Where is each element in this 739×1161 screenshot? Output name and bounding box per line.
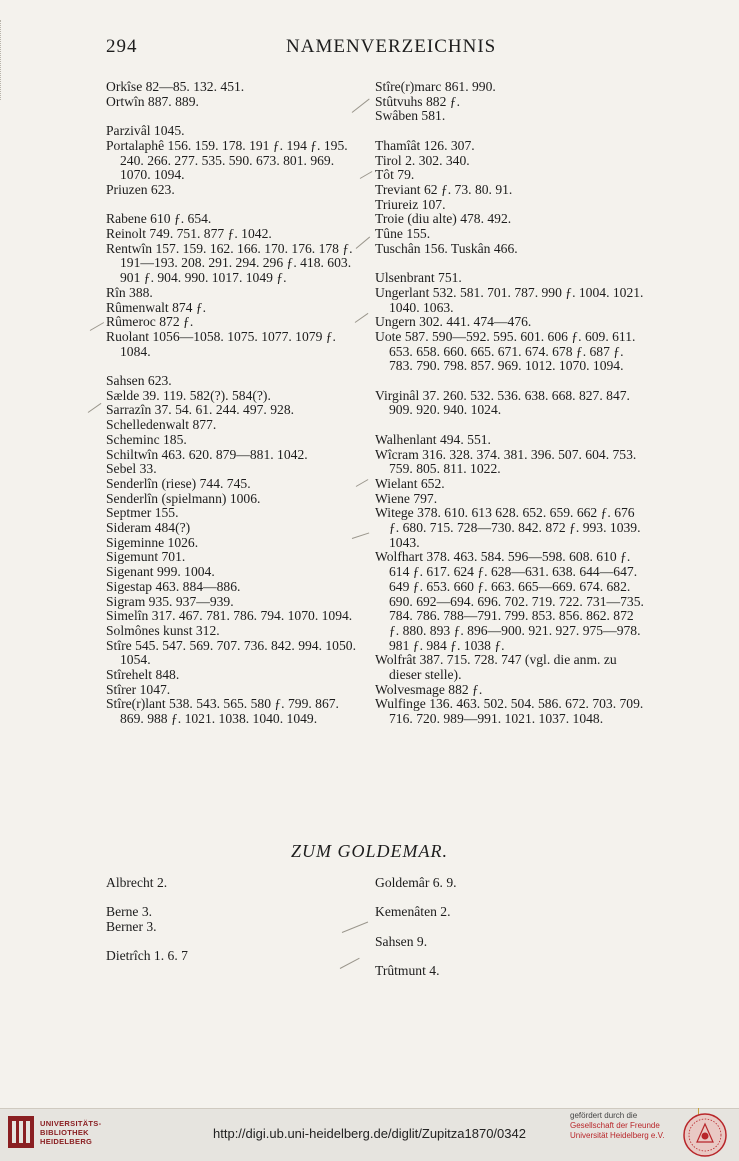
index-entry: Tûne 155. — [375, 226, 431, 242]
index-column-left — [106, 80, 366, 727]
index-entry: Treviant 62 ƒ. 73. 80. 91. — [375, 181, 513, 197]
index-entry: Schelledenwalt 877. — [106, 417, 217, 433]
goldemar-entry: Berne 3. — [106, 904, 153, 920]
index-entry: Witege 378. 610. 613 628. 652. 659. 662 ƒ. 676 ƒ. 680. 715. 728—730. 842. 872 ƒ. 993. 1039. 1043. — [375, 505, 641, 550]
index-entry: Sælde 39. 119. 582(?). 584(?). — [106, 387, 271, 403]
running-head: NAMENVERZEICHNIS — [286, 36, 497, 57]
index-entry: Priuzen 623. — [106, 181, 175, 197]
page-edge-marks — [0, 20, 7, 100]
index-entry: Sideram 484(?) — [106, 520, 191, 536]
index-entry: Thamîât 126. 307. — [375, 137, 475, 153]
spacer — [375, 920, 615, 935]
index-entry: Ruolant 1056—1058. 1075. 1077. 1079 ƒ. 1084. — [106, 328, 336, 359]
index-entry: Swâben 581. — [375, 108, 446, 124]
index-entry: Reinolt 749. 751. 877 ƒ. 1042. — [106, 226, 272, 241]
index-entry: Simelîn 317. 467. 781. 786. 794. 1070. 1094. — [106, 608, 353, 624]
goldemar-entry: Berner 3. — [106, 919, 157, 935]
index-entry: Sahsen 623. — [106, 373, 172, 389]
index-entry: Virginâl 37. 260. 532. 536. 638. 668. 827. 847. 909. 920. 940. 1024. — [375, 387, 630, 418]
goldemar-entry: Goldemâr 6. 9. — [375, 875, 457, 890]
sponsor-credit: gefördert durch die Gesellschaft der Freunde Universität Heidelberg e.V. — [570, 1111, 710, 1141]
goldemar-column-left — [106, 876, 346, 964]
index-entry: Sarrazîn 37. 54. 61. 244. 497. 928. — [106, 402, 295, 418]
index-entry: Troie (diu alte) 478. 492. — [375, 211, 512, 227]
index-entry: Wîcram 316. 328. 374. 381. 396. 507. 604. 753. 759. 805. 811. 1022. — [375, 446, 637, 477]
index-entry: Ulsenbrant 751. — [375, 270, 462, 286]
goldemar-column-right — [375, 876, 615, 979]
index-entry: Parzivâl 1045. — [106, 123, 185, 139]
library-name: UNIVERSITÄTS- BIBLIOTHEK HEIDELBERG — [40, 1119, 102, 1146]
spacer — [106, 198, 366, 213]
index-entry: Sigeminne 1026. — [106, 534, 199, 550]
index-entry: Rîn 388. — [106, 284, 153, 300]
index-entry: Wiene 797. — [375, 490, 438, 506]
index-entry: Ungern 302. 441. 474—476. — [375, 314, 532, 330]
spacer — [375, 418, 645, 433]
index-entry: Tuschân 156. Tuskân 466. — [375, 240, 518, 256]
index-entry: Portalaphê 156. 159. 178. 191 ƒ. 194 ƒ. 195. 240. 266. 277. 535. 590. 673. 801. 969. 1070. 1094. — [106, 137, 348, 183]
index-entry: Orkîse 82—85. 132. 451. — [106, 79, 245, 94]
index-entry: Rûmeroc 872 ƒ. — [106, 314, 194, 330]
index-entry: Scheminc 185. — [106, 431, 187, 447]
section-title: ZUM GOLDEMAR. — [291, 841, 448, 861]
index-entry: Wolfhart 378. 463. 584. 596—598. 608. 610 ƒ. 614 ƒ. 617. 624 ƒ. 628—631. 638. 644—647. 649 ƒ. 653. 660 ƒ. 663. 665—669. 674. 682. 690. 692—694. 696. 702. 719. 722. 731—735. 784. 786. 788—791. 799. 853. 856. 862. 872 ƒ. 880. 893 ƒ. 896—900. 921. 927. 975—978. 981 ƒ. 984 ƒ. 1038 ƒ. — [375, 549, 644, 653]
index-entry: Solmônes kunst 312. — [106, 622, 220, 638]
index-entry: Stûtvuhs 882 ƒ. — [375, 93, 460, 109]
page-number: 294 — [106, 36, 138, 57]
index-entry: Tirol 2. 302. 340. — [375, 152, 470, 168]
university-seal-icon — [682, 1112, 728, 1158]
index-entry: Schiltwîn 463. 620. 879—881. 1042. — [106, 446, 308, 462]
spacer — [375, 374, 645, 389]
goldemar-entry: Dietrîch 1. 6. 7 — [106, 948, 188, 964]
index-entry: Wielant 652. — [375, 475, 445, 491]
index-entry: Senderlîn (spielmann) 1006. — [106, 490, 261, 506]
spacer — [375, 256, 645, 271]
index-entry: Wolfrât 387. 715. 728. 747 (vgl. die anm. zu dieser stelle). — [375, 652, 617, 683]
index-entry: Rabene 610 ƒ. 654. — [106, 211, 212, 227]
index-entry: Sebel 33. — [106, 461, 157, 477]
spacer — [375, 949, 615, 964]
index-entry: Sigenant 999. 1004. — [106, 564, 215, 580]
index-entry: Rûmenwalt 874 ƒ. — [106, 299, 207, 315]
goldemar-entry: Kemenâten 2. — [375, 904, 451, 920]
index-entry: Rentwîn 157. 159. 162. 166. 170. 176. 178 ƒ. 191—193. 208. 291. 294. 296 ƒ. 418. 603. 901 ƒ. 904. 990. 1017. 1049 ƒ. — [106, 240, 353, 286]
index-entry: Sigemunt 701. — [106, 549, 186, 565]
source-url-link[interactable]: http://digi.ub.uni-heidelberg.de/diglit/Zupitza1870/0342 — [213, 1126, 526, 1141]
index-entry: Ungerlant 532. 581. 701. 787. 990 ƒ. 1004. 1021. 1040. 1063. — [375, 284, 644, 315]
index-entry: Uote 587. 590—592. 595. 601. 606 ƒ. 609. 611. 653. 658. 660. 665. 671. 674. 678 ƒ. 687 ƒ. 783. 790. 798. 857. 969. 1012. 1070. 1094. — [375, 328, 636, 374]
goldemar-entry: Albrecht 2. — [106, 875, 168, 890]
index-entry: Stîre 545. 547. 569. 707. 736. 842. 994. 1050. 1054. — [106, 637, 356, 668]
index-entry: Septmer 155. — [106, 505, 179, 521]
pencil-mark — [88, 403, 102, 413]
index-entry: Sigestap 463. 884—886. — [106, 578, 241, 594]
goldemar-entry: Trûtmunt 4. — [375, 963, 440, 979]
spacer — [106, 109, 366, 124]
spacer — [375, 124, 645, 139]
index-entry: Stîre(r)marc 861. 990. — [375, 79, 496, 94]
spacer — [106, 359, 366, 374]
index-entry: Triureiz 107. — [375, 196, 446, 212]
index-entry: Stîre(r)lant 538. 543. 565. 580 ƒ. 799. 867. 869. 988 ƒ. 1021. 1038. 1040. 1049. — [106, 696, 339, 727]
index-entry: Stîrer 1047. — [106, 681, 171, 697]
index-entry: Sigram 935. 937—939. — [106, 593, 234, 609]
index-entry: Wolvesmage 882 ƒ. — [375, 681, 483, 697]
index-entry: Wulfinge 136. 463. 502. 504. 586. 672. 703. 709. 716. 720. 989—991. 1021. 1037. 1048. — [375, 696, 644, 727]
index-column-right — [375, 80, 645, 727]
goldemar-entry: Sahsen 9. — [375, 933, 428, 949]
spacer — [375, 891, 615, 906]
index-entry: Senderlîn (riese) 744. 745. — [106, 475, 251, 491]
index-entry: Walhenlant 494. 551. — [375, 431, 491, 447]
index-entry: Stîrehelt 848. — [106, 667, 180, 683]
spacer — [106, 891, 346, 906]
index-entry: Tôt 79. — [375, 167, 415, 183]
pencil-mark — [90, 322, 104, 331]
index-entry: Ortwîn 887. 889. — [106, 93, 199, 109]
spacer — [106, 935, 346, 950]
